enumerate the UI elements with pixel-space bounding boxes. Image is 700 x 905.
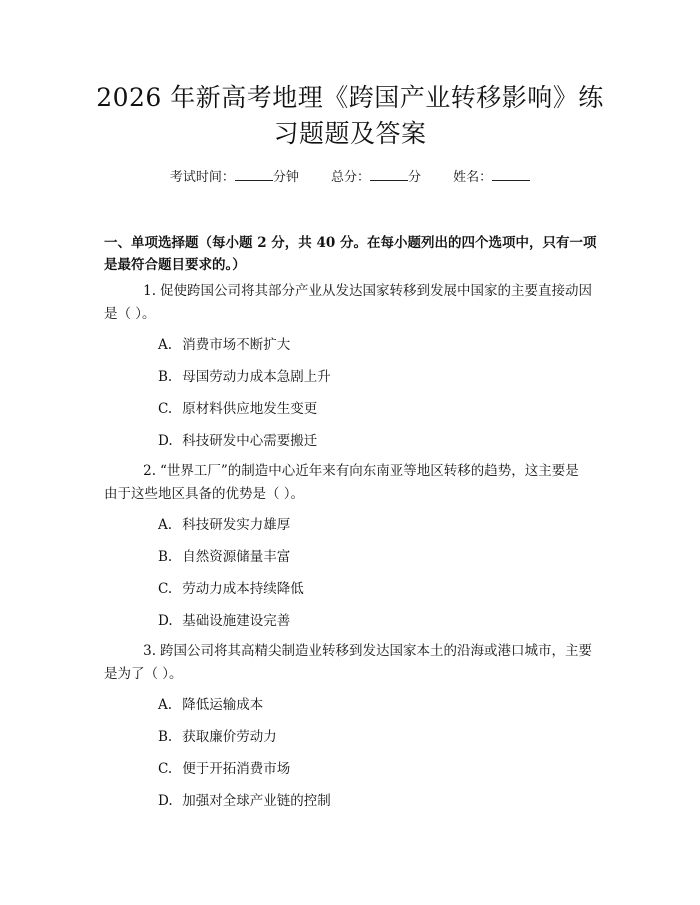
exam-time-field	[170, 170, 303, 185]
question-3-option-c: C. 便于开拓消费市场	[158, 761, 291, 777]
question-2-option-b: B. 自然资源储量丰富	[158, 549, 291, 565]
section-heading: 一、单项选择题（每小题 2 分，共 40 分。在每小题列出的四个选项中，只有一项是最符合题目要求的。）	[104, 235, 597, 273]
exam-time-blank	[235, 168, 273, 181]
question-stem-line1: “世界工厂”的制造中心近年来有向东南亚等地区转移的趋势，这主要是	[160, 463, 579, 479]
question-1-option-a: A. 消费市场不断扩大	[158, 337, 291, 353]
question-2	[104, 460, 604, 506]
question-1-option-b: B. 母国劳动力成本急剧上升	[158, 369, 331, 385]
question-3	[104, 640, 604, 686]
exam-time-unit: 分钟	[272, 170, 299, 185]
title-line-1: 2026 年新高考地理《跨国产业转移影响》练	[96, 83, 604, 112]
name-blank	[492, 168, 530, 181]
exam-time-label: 考试时间：	[169, 170, 235, 185]
question-1-option-d: D. 科技研发中心需要搬迁	[158, 433, 318, 449]
question-stem-line2: 由于这些地区具备的优势是（ ）。	[104, 486, 305, 502]
total-score-blank	[370, 168, 408, 181]
question-number: 3.	[143, 643, 156, 659]
question-number: 2.	[143, 463, 156, 479]
question-3-option-d: D. 加强对全球产业链的控制	[158, 793, 331, 809]
question-stem-line1: 跨国公司将其高精尖制造业转移到发达国家本土的沿海或港口城市，主要	[160, 643, 592, 659]
question-stem-line1: 促使跨国公司将其部分产业从发达国家转移到发展中国家的主要直接动因	[160, 283, 592, 299]
question-1	[104, 280, 604, 326]
question-3-option-b: B. 获取廉价劳动力	[158, 729, 277, 745]
exam-meta-line	[0, 166, 700, 185]
title-line-2: 习题题及答案	[273, 119, 427, 148]
question-2-option-a: A. 科技研发实力雄厚	[158, 517, 291, 533]
question-stem-line2: 是为了（ ）。	[104, 666, 183, 682]
name-label: 姓名：	[453, 170, 493, 185]
question-stem-line2: 是（ ）。	[104, 306, 156, 322]
name-field	[453, 170, 530, 185]
question-number: 1.	[143, 283, 156, 299]
question-1-option-c: C. 原材料供应地发生变更	[158, 401, 318, 417]
question-2-option-c: C. 劳动力成本持续降低	[158, 581, 304, 597]
total-score-unit: 分	[408, 170, 422, 185]
total-score-label: 总分：	[330, 170, 370, 185]
question-2-option-d: D. 基础设施建设完善	[158, 613, 291, 629]
document-title	[60, 80, 640, 152]
question-3-option-a: A. 降低运输成本	[158, 697, 264, 713]
total-score-field	[331, 170, 425, 185]
